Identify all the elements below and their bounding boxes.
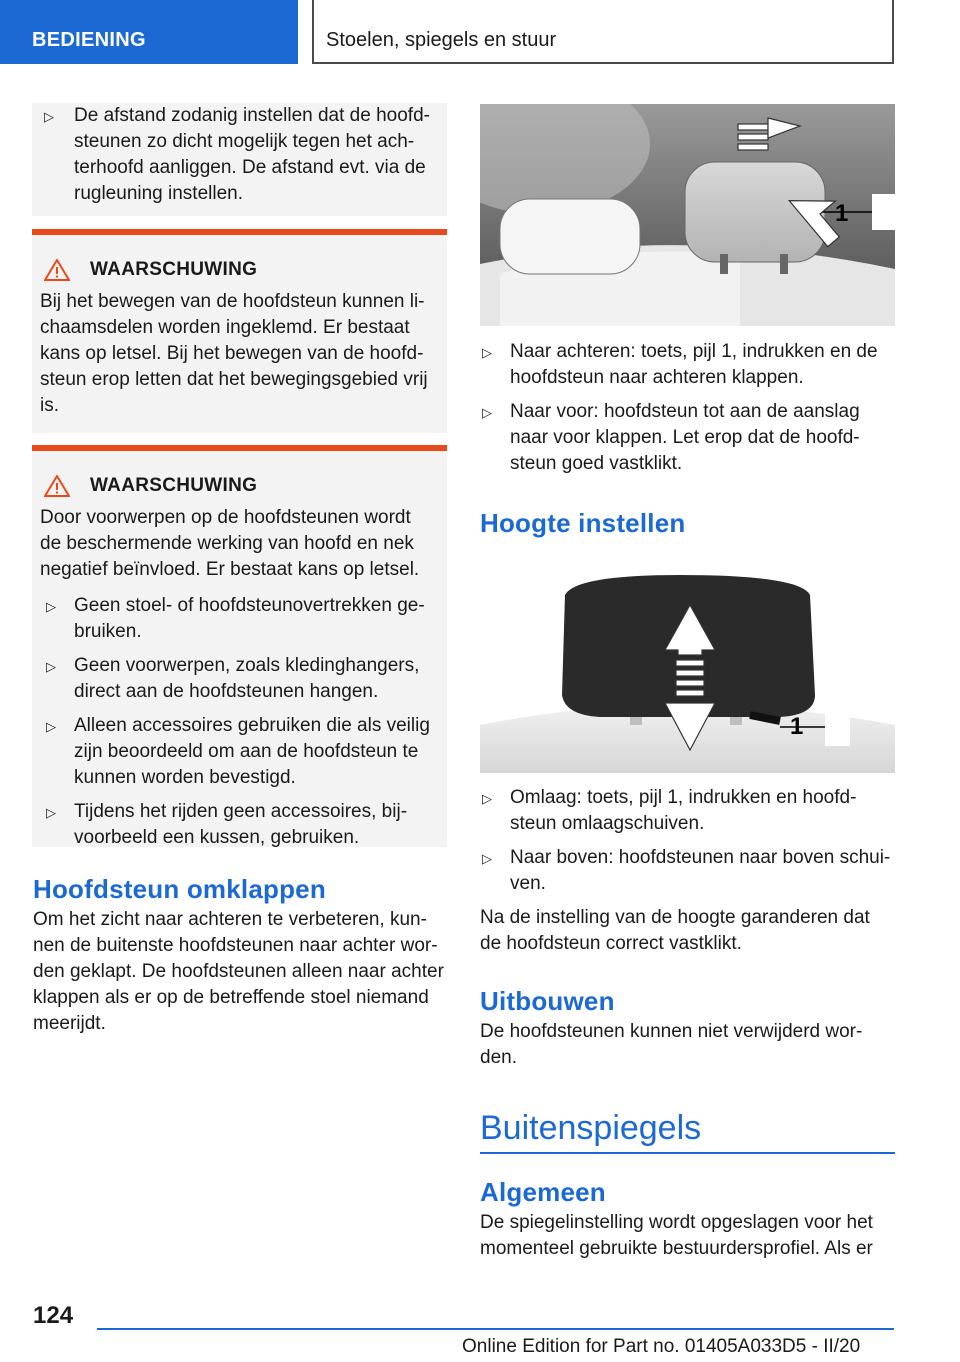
triangle-bullet-icon: ▷ bbox=[482, 851, 492, 866]
section-heading: Hoogte instellen bbox=[480, 508, 686, 538]
list-item: ▷ Geen voorwerpen, zoals kledinghangers, direct aan de hoofdsteunen hangen. bbox=[46, 655, 420, 702]
list-item: ▷ De afstand zodanig instellen dat de hoofd-steunen zo dicht mogelijk tegen het ach-terhoofd aanliggen. De afstand evt. via de rugleuning instellen. bbox=[44, 105, 430, 204]
page-number: 124 bbox=[33, 1302, 74, 1329]
warning-icon bbox=[44, 259, 70, 281]
fold-steps bbox=[480, 339, 895, 477]
fold-section bbox=[33, 873, 448, 1037]
section-heading: Algemeen bbox=[480, 1177, 606, 1207]
section-heading: Uitbouwen bbox=[480, 986, 615, 1016]
list-item: ▷ Naar achteren: toets, pijl 1, indrukken en de hoofdsteun naar achteren klappen. bbox=[482, 341, 878, 388]
mirrors-section bbox=[480, 1108, 895, 1262]
intro-box bbox=[32, 103, 447, 216]
headrest-height-image bbox=[480, 575, 895, 773]
triangle-bullet-icon: ▷ bbox=[46, 805, 56, 820]
list-item: ▷ Tijdens het rijden geen accessoires, bij-voorbeeld een kussen, gebruiken. bbox=[46, 801, 408, 848]
height-section bbox=[480, 507, 895, 539]
triangle-bullet-icon: ▷ bbox=[482, 791, 492, 806]
list-item: ▷ Geen stoel- of hoofdsteunovertrekken ge-bruiken. bbox=[46, 595, 425, 642]
body-text: Na de instelling van de hoogte garanderen dat de hoofdsteun correct vastklikt. bbox=[480, 907, 870, 954]
warning-title: WAARSCHUWING bbox=[40, 473, 435, 499]
footer-rule bbox=[97, 1328, 894, 1330]
headrest-fold-image bbox=[480, 104, 895, 326]
triangle-bullet-icon: ▷ bbox=[46, 719, 56, 734]
warning-icon bbox=[44, 475, 70, 497]
warning-title: WAARSCHUWING bbox=[40, 257, 435, 283]
section-title: BEDIENING bbox=[32, 29, 146, 51]
callout-label: 1 bbox=[790, 713, 804, 740]
chapter-heading: Buitenspiegels bbox=[480, 1109, 702, 1147]
triangle-bullet-icon: ▷ bbox=[44, 109, 54, 124]
warning-text: Door voorwerpen op de hoofdsteunen wordt de beschermende werking van hoofd en nek negatief beïnvloed. Er bestaat kans op letsel. bbox=[40, 507, 420, 580]
warning-box-1 bbox=[32, 229, 447, 433]
body-text: De hoofdsteunen kunnen niet verwijderd wor-den. bbox=[480, 1021, 863, 1068]
edition-text: Online Edition for Part no. 01405A033D5 - II/20 bbox=[462, 1336, 861, 1357]
chapter-header bbox=[312, 0, 894, 64]
remove-section bbox=[480, 985, 895, 1071]
callout-label: 1 bbox=[835, 200, 849, 227]
triangle-bullet-icon: ▷ bbox=[46, 659, 56, 674]
chapter-title: Stoelen, spiegels en stuur bbox=[326, 29, 557, 51]
list-item: ▷ Omlaag: toets, pijl 1, indrukken en hoofd-steun omlaagschuiven. bbox=[482, 787, 857, 834]
warning-text: Bij het bewegen van de hoofdsteun kunnen li-chaamsdelen worden ingeklemd. Er bestaat kans op letsel. Bij het bewegen van de hoofd-steun erop letten dat het bewegingsgebied vrij is. bbox=[40, 291, 428, 416]
section-heading: Hoofdsteun omklappen bbox=[33, 874, 326, 904]
list-item: ▷ Alleen accessoires gebruiken die als veilig zijn beoordeeld om aan de hoofdsteun te kunnen worden bevestigd. bbox=[46, 715, 430, 788]
body-text: De spiegelinstelling wordt opgeslagen voor het momenteel gebruikte bestuurdersprofiel. Als er bbox=[480, 1212, 873, 1259]
triangle-bullet-icon: ▷ bbox=[46, 599, 56, 614]
height-steps bbox=[480, 785, 895, 957]
list-item: ▷ Naar voor: hoofdsteun tot aan de aanslag naar voor klappen. Let erop dat de hoofd-steun goed vastklikt. bbox=[482, 401, 860, 474]
heading-rule bbox=[480, 1152, 895, 1154]
body-text: Om het zicht naar achteren te verbeteren, kun-nen de buitenste hoofdsteunen naar achter wor-den geklapt. De hoofdsteunen alleen naar achter klappen als er op de betreffende stoel niemand meerijdt. bbox=[33, 909, 444, 1034]
triangle-bullet-icon: ▷ bbox=[482, 345, 492, 360]
triangle-bullet-icon: ▷ bbox=[482, 405, 492, 420]
section-tab bbox=[0, 0, 298, 64]
list-item: ▷ Naar boven: hoofdsteunen naar boven schui-ven. bbox=[482, 847, 891, 894]
warning-box-2 bbox=[32, 445, 447, 847]
